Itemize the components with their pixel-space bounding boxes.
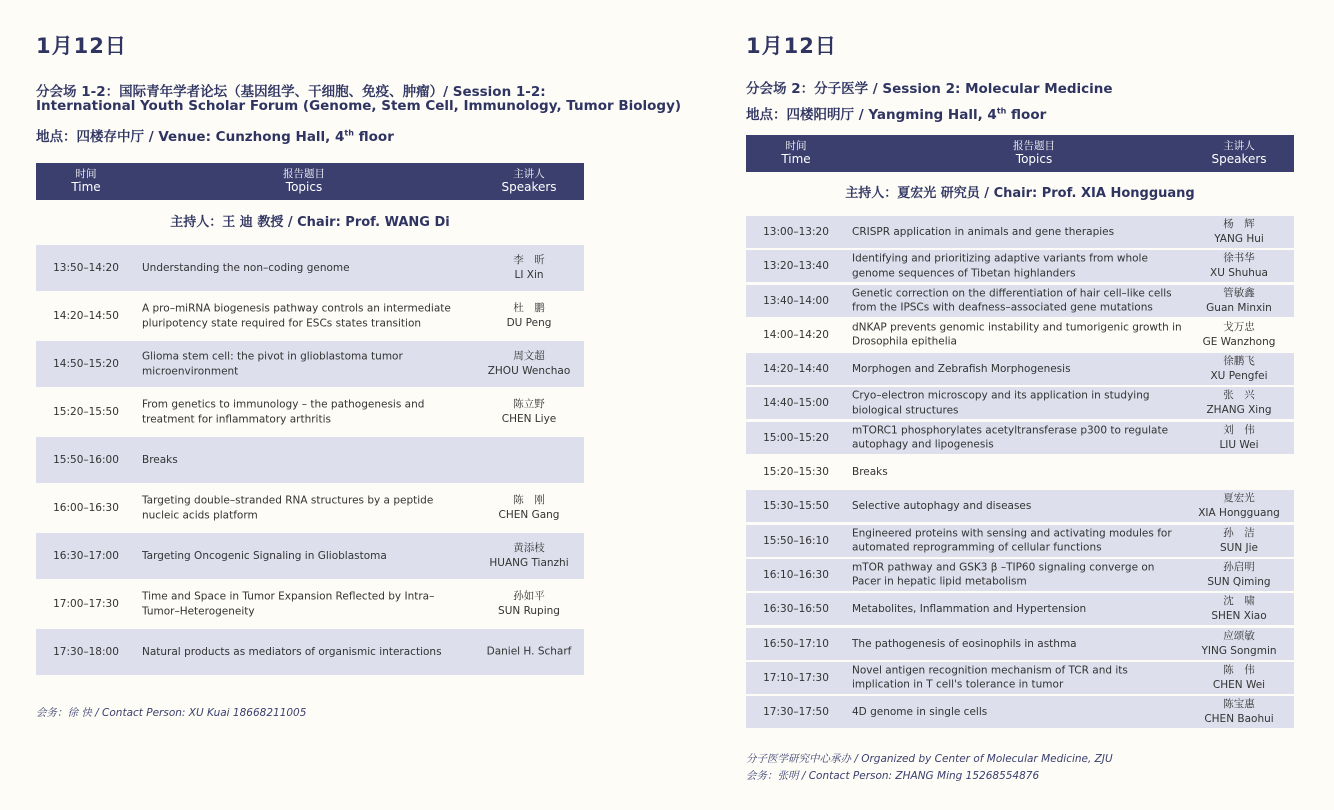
schedule-table [746, 135, 1294, 730]
time-cell: 13:50–14:20 [53, 262, 119, 274]
speaker-cell [1184, 594, 1294, 624]
venue-text: 地点：四楼存中厅 / Venue: Cunzhong Hall, 4 [36, 129, 345, 145]
table-row [746, 216, 1294, 248]
speaker-name-en: Guan Minxin [1206, 301, 1272, 314]
date-heading: 1月12日 [36, 34, 127, 58]
speaker-name-en: CHEN Wei [1212, 678, 1266, 691]
speaker-name-cn: 徐鹏飞 [1223, 355, 1255, 368]
speaker-name-en: XIA Hongguang [1198, 507, 1280, 520]
time-cell: 16:50–17:10 [763, 637, 829, 650]
time-cell: 14:20–14:50 [53, 310, 119, 322]
time-cell: 14:00–14:20 [763, 328, 829, 341]
contact-footer: 会务：徐 快 / Contact Person: XU Kuai 18668211005 [36, 707, 307, 719]
topic-cell: A pro–miRNA biogenesis pathway controls an intermediate pluripotency state required for ESCs states transition [142, 302, 451, 329]
speaker-name-cn: 徐书华 [1223, 252, 1255, 265]
speaker-name-cn: 陈 伟 [1223, 663, 1255, 676]
topic-cell: mTORC1 phosphorylates acetyltransferase p300 to regulate autophagy and lipogenesis [852, 424, 1169, 451]
time-cell: 15:30–15:50 [763, 500, 829, 513]
venue-text: 地点：四楼阳明厅 / Yangming Hall, 4 [746, 107, 997, 123]
topic-cell: mTOR pathway and GSK3 β –TIP60 signaling converge on Pacer in hepatic lipid metabolism [852, 561, 1155, 588]
venue-tail: floor [353, 129, 394, 145]
speaker-name-cn: 沈 啸 [1223, 595, 1255, 608]
speaker-name-cn: 周文超 [513, 350, 545, 362]
topic-cell: Genetic correction on the differentiation of hair cell–like cells from the IPSCs with deafness–associated gene mutations [852, 287, 1172, 314]
venue-sup: th [344, 128, 354, 138]
table-row [746, 662, 1294, 694]
speaker-cell [1184, 697, 1294, 727]
topic-cell: Targeting double–stranded RNA structures by a peptide nucleic acids platform [142, 494, 434, 521]
speaker-name-cn: 张 兴 [1223, 389, 1255, 402]
topic-cell: Novel antigen recognition mechanism of TCR and its implication in T cell's tolerance in tumor [852, 664, 1128, 691]
speaker-cell [474, 541, 584, 571]
speaker-cell [1184, 286, 1294, 316]
speaker-name-en: CHEN Gang [498, 509, 560, 521]
topic-cell: Targeting Oncogenic Signaling in Glioblastoma [142, 549, 387, 562]
speaker-cell [474, 253, 584, 283]
speaker-name-cn: 夏宏光 [1223, 492, 1255, 505]
topic-cell: Selective autophagy and diseases [852, 500, 1032, 513]
speaker-name-cn: 黄添枝 [513, 542, 545, 554]
topic-cell: dNKAP prevents genomic instability and tumorigenic growth in Drosophila epithelia [852, 321, 1182, 348]
table-row [746, 422, 1294, 454]
topic-cell: From genetics to immunology – the pathogenesis and treatment for inflammatory arthritis [142, 398, 425, 425]
table-row [36, 389, 584, 435]
table-row [746, 456, 1294, 488]
speaker-name-cn: 陈立野 [513, 398, 545, 410]
venue-line [36, 125, 394, 145]
table-row [746, 559, 1294, 591]
contact-footer: 会务：张明 / Contact Person: ZHANG Ming 15268554876 [746, 770, 1040, 782]
speaker-name-cn: 杜 鹏 [513, 302, 545, 314]
row-list [36, 245, 584, 675]
table-row [746, 353, 1294, 385]
schedule-table [36, 163, 584, 677]
table-row [746, 525, 1294, 557]
table-row [36, 245, 584, 291]
topic-cell: CRISPR application in animals and gene therapies [852, 225, 1115, 238]
topic-cell: Glioma stem cell: the pivot in glioblastoma tumor microenvironment [142, 350, 403, 377]
topic-cell: Identifying and prioritizing adaptive variants from whole genome sequences of Tibetan highlanders [852, 252, 1148, 280]
speaker-cell [474, 589, 584, 619]
speaker-name-en: YANG Hui [1214, 233, 1264, 245]
topic-cell: Breaks [852, 465, 888, 478]
speaker-name-en: ZHANG Xing [1206, 404, 1272, 417]
speaker-cell [474, 493, 584, 523]
topic-cell: Understanding the non–coding genome [142, 261, 350, 274]
table-row [746, 696, 1294, 728]
topic-cell: Breaks [142, 453, 178, 466]
table-row [746, 490, 1294, 522]
speaker-name-cn: 刘 伟 [1223, 423, 1255, 436]
row-list [746, 216, 1294, 728]
speaker-name-en: XU Shuhua [1210, 267, 1268, 280]
time-cell: 15:20–15:30 [763, 466, 829, 479]
speaker-cell [1184, 560, 1294, 590]
table-row [36, 581, 584, 627]
speaker-cell [474, 645, 584, 660]
speaker-cell [474, 301, 584, 331]
time-cell: 13:00–13:20 [763, 226, 829, 238]
header-time: 时间 Time [781, 140, 811, 166]
header-speakers: 主讲人 Speakers [501, 168, 557, 194]
speaker-name-cn: 戈万忠 [1223, 320, 1255, 333]
venue-sup: th [996, 106, 1007, 116]
table-row [746, 387, 1294, 419]
speaker-name-cn: 孙如平 [513, 590, 545, 602]
time-cell: 14:50–15:20 [53, 358, 119, 370]
table-row [746, 628, 1294, 660]
time-cell: 16:10–16:30 [763, 568, 829, 581]
organizer-footer: 分子医学研究中心承办 / Organized by Center of Molecular Medicine, ZJU [746, 753, 1113, 765]
session-title: 分会场 2：分子医学 / Session 2: Molecular Medicine [746, 81, 1113, 97]
speaker-name-en: SUN Ruping [498, 605, 560, 617]
speaker-name-cn: 杨 辉 [1223, 218, 1255, 230]
table-row [36, 293, 584, 339]
speaker-name-en: SHEN Xiao [1211, 610, 1267, 623]
table-header [746, 135, 1294, 172]
speaker-name-en: CHEN Liye [501, 413, 557, 425]
table-row [36, 341, 584, 387]
table-row [36, 629, 584, 675]
topic-cell: Natural products as mediators of organismic interactions [142, 645, 442, 658]
speaker-cell [1184, 663, 1294, 693]
speaker-name-en: ZHOU Wenchao [487, 365, 571, 377]
speaker-name-en: YING Songmin [1201, 644, 1277, 657]
speaker-cell [1184, 629, 1294, 659]
speaker-name-en: LIU Wei [1219, 438, 1259, 451]
speaker-name-cn: 陈宝惠 [1223, 698, 1255, 711]
table-row [746, 319, 1294, 351]
session-title-en: International Youth Scholar Forum (Genome, Stem Cell, Immunology, Tumor Biology) [36, 98, 682, 114]
time-cell: 17:30–17:50 [763, 706, 829, 719]
topic-cell: Metabolites, Inflammation and Hypertension [852, 603, 1087, 616]
header-time: 时间 Time [71, 168, 101, 194]
speaker-name-cn: 孙 洁 [1223, 526, 1255, 539]
time-cell: 16:30–16:50 [763, 603, 829, 616]
speaker-name-en: HUANG Tianzhi [489, 557, 569, 569]
speaker-name-en: GE Wanzhong [1202, 335, 1276, 348]
header-speakers: 主讲人 Speakers [1211, 140, 1267, 166]
time-cell: 15:20–15:50 [53, 406, 119, 418]
table-row [746, 250, 1294, 282]
header-topics: 报告题目 Topics [1013, 140, 1055, 166]
speaker-cell [1184, 217, 1294, 247]
time-cell: 15:00–15:20 [763, 431, 829, 444]
topic-cell: The pathogenesis of eosinophils in asthma [852, 637, 1077, 650]
header-topics: 报告题目 Topics [283, 168, 325, 194]
speaker-cell [1184, 320, 1294, 350]
topic-cell: Morphogen and Zebrafish Morphogenesis [852, 362, 1071, 375]
table-row [36, 437, 584, 483]
speaker-name-en: DU Peng [506, 317, 552, 329]
speaker-cell [1184, 251, 1294, 281]
time-cell: 13:20–13:40 [763, 260, 829, 273]
speaker-cell [474, 349, 584, 379]
topic-cell: 4D genome in single cells [852, 705, 988, 718]
time-cell: 16:00–16:30 [53, 502, 119, 514]
speaker-name-cn: 李 昕 [513, 254, 545, 266]
time-cell: 17:00–17:30 [53, 598, 119, 610]
table-row [36, 485, 584, 531]
topic-cell: Cryo–electron microscopy and its application in studying biological structures [852, 389, 1150, 417]
venue-tail: floor [1006, 107, 1047, 123]
topic-cell: Time and Space in Tumor Expansion Reflected by Intra–Tumor–Heterogeneity [142, 590, 435, 617]
table-row [746, 593, 1294, 625]
speaker-name-en: CHEN Baohui [1204, 713, 1274, 726]
speaker-cell [474, 397, 584, 427]
speaker-name-cn: 管敏鑫 [1223, 286, 1255, 299]
time-cell: 16:30–17:00 [53, 550, 119, 562]
date-heading: 1月12日 [746, 34, 837, 58]
time-cell: 14:20–14:40 [763, 363, 829, 376]
speaker-cell [1184, 354, 1294, 384]
speaker-cell [1184, 491, 1294, 521]
session-title: 分会场 1-2：国际青年学者论坛（基因组学、干细胞、免疫、肿瘤）/ Session 1-2: [36, 84, 546, 100]
chair-line: 主持人：王 迪 教授 / Chair: Prof. WANG Di [170, 215, 450, 230]
time-cell: 15:50–16:10 [763, 534, 829, 547]
table-header [36, 163, 584, 200]
speaker-name-cn: 应颂敏 [1223, 629, 1255, 642]
time-cell: 13:40–14:00 [763, 294, 829, 307]
chair-line: 主持人：夏宏光 研究员 / Chair: Prof. XIA Hongguang [845, 186, 1195, 201]
venue-line [746, 103, 1046, 123]
speaker-name-cn: 孙启明 [1223, 560, 1255, 573]
speaker-cell [1184, 526, 1294, 556]
table-row [746, 285, 1294, 317]
time-cell: 14:40–15:00 [763, 397, 829, 410]
speaker-name-en: SUN Qiming [1207, 575, 1271, 588]
time-cell: 17:10–17:30 [763, 671, 829, 684]
speaker-cell [1184, 423, 1294, 453]
topic-cell: Engineered proteins with sensing and activating modules for automated reprogramming of cellular functions [852, 527, 1172, 554]
time-cell: 17:30–18:00 [53, 646, 119, 658]
speaker-name-en: LI Xin [514, 269, 544, 281]
speaker-name-en: XU Pengfei [1210, 370, 1268, 383]
time-cell: 15:50–16:00 [53, 454, 119, 466]
speaker-cell [1184, 388, 1294, 418]
speaker-name-en: SUN Jie [1219, 541, 1259, 554]
speaker-name-en: Daniel H. Scharf [486, 645, 572, 658]
table-row [36, 533, 584, 579]
speaker-name-cn: 陈 刚 [513, 494, 545, 506]
